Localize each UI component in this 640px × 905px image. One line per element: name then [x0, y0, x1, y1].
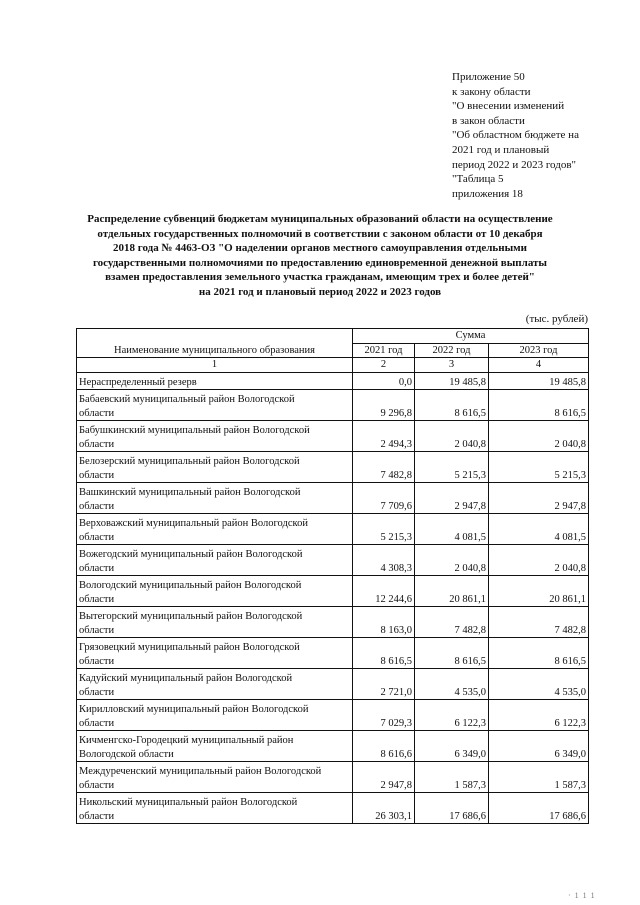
- amount-2021: 2 947,8: [353, 762, 415, 793]
- amount-2023: 2 040,8: [489, 421, 589, 452]
- title-line: на 2021 год и плановый период 2022 и 2023 годов: [198, 285, 442, 298]
- municipality-name-line: Белозерский муниципальный район Вологодской: [79, 456, 300, 467]
- amount-2022: 4 081,5: [415, 514, 489, 545]
- municipality-name: [77, 452, 353, 483]
- header-year: 2023 год: [489, 343, 589, 358]
- amount-2021: 8 616,6: [353, 731, 415, 762]
- header-colnum: 2: [353, 358, 415, 373]
- municipality-name-line: области: [79, 531, 115, 543]
- header-colnum: 4: [489, 358, 589, 373]
- municipality-name-line: области: [79, 717, 115, 729]
- title-line: Распределение субвенций бюджетам муниципальных образований области на осуществление: [87, 213, 553, 225]
- amount-2021: 8 163,0: [353, 607, 415, 638]
- document-title: [70, 212, 570, 299]
- table-row: [77, 669, 589, 700]
- amount-2022: 1 587,3: [415, 762, 489, 793]
- amount-2021: 4 308,3: [353, 545, 415, 576]
- header-year: 2022 год: [415, 343, 489, 358]
- amount-2023: 7 482,8: [489, 607, 589, 638]
- appendix-note: [452, 70, 579, 201]
- amount-2023: 19 485,8: [489, 372, 589, 390]
- title-line: государственными полномочиями по предоставлению единовременной денежной выплаты: [92, 256, 548, 269]
- title-line: отдельных государственных полномочий в соответствии с законом области от 10 декабря: [97, 227, 543, 240]
- municipality-name-line: Кирилловский муниципальный район Вологодской: [79, 704, 309, 715]
- amount-2021: 2 721,0: [353, 669, 415, 700]
- table-row: [77, 762, 589, 793]
- amount-2022: 6 349,0: [415, 731, 489, 762]
- municipality-name-line: области: [79, 686, 115, 698]
- amount-2021: 7 709,6: [353, 483, 415, 514]
- amount-2022: 4 535,0: [415, 669, 489, 700]
- table-row: [77, 372, 589, 390]
- municipality-name-line: Вожегодский муниципальный район Вологодской: [79, 549, 303, 560]
- amount-2022: 7 482,8: [415, 607, 489, 638]
- municipality-name-line: области: [79, 407, 115, 419]
- header-name: Наименование муниципального образования: [77, 329, 353, 358]
- table-row: [77, 638, 589, 669]
- amount-2023: 6 349,0: [489, 731, 589, 762]
- municipality-name-line: Бабаевский муниципальный район Вологодской: [79, 394, 295, 405]
- amount-2021: 9 296,8: [353, 390, 415, 421]
- municipality-name: [77, 421, 353, 452]
- municipality-name-line: области: [79, 779, 115, 791]
- table-row: [77, 793, 589, 824]
- appendix-line: период 2022 и 2023 годов": [452, 158, 577, 171]
- table-body: [77, 372, 589, 824]
- municipality-name: [77, 514, 353, 545]
- amount-2023: 2 040,8: [489, 545, 589, 576]
- municipality-name-line: Кадуйский муниципальный район Вологодской: [79, 673, 293, 684]
- amount-2023: 20 861,1: [489, 576, 589, 607]
- amount-2023: 6 122,3: [489, 700, 589, 731]
- municipality-name-line: Междуреченский муниципальный район Вологодской: [79, 766, 322, 777]
- municipality-name-line: области: [79, 624, 115, 636]
- amount-2022: 19 485,8: [415, 372, 489, 390]
- municipality-name-line: Вытегорский муниципальный район Вологодской: [79, 611, 303, 622]
- table-row: [77, 390, 589, 421]
- table-row: [77, 700, 589, 731]
- municipality-name-line: области: [79, 469, 115, 481]
- table-header-row: [77, 329, 589, 344]
- amount-2023: 17 686,6: [489, 793, 589, 824]
- municipality-name-line: Вологодской области: [79, 748, 174, 760]
- title-line: 2018 года № 4463-ОЗ "О наделении органов местного самоуправления отдельными: [113, 242, 527, 254]
- amount-2021: 12 244,6: [353, 576, 415, 607]
- table-row: [77, 607, 589, 638]
- page-number: · 1 1 1: [568, 891, 596, 900]
- table-row: [77, 421, 589, 452]
- appendix-line: "Об областном бюджете на: [452, 129, 579, 142]
- amount-2022: 17 686,6: [415, 793, 489, 824]
- amount-2023: 5 215,3: [489, 452, 589, 483]
- subventions-table: [76, 328, 589, 824]
- units-label: (тыс. рублей): [525, 313, 588, 325]
- table-row: [77, 545, 589, 576]
- municipality-name: [77, 576, 353, 607]
- municipality-name: [77, 731, 353, 762]
- municipality-name-line: области: [79, 438, 115, 450]
- amount-2021: 5 215,3: [353, 514, 415, 545]
- title-line: взамен предоставления земельного участка гражданам, имеющим трех и более детей": [105, 271, 535, 283]
- table-row: [77, 483, 589, 514]
- municipality-name-line: области: [79, 500, 115, 512]
- table-row: [77, 576, 589, 607]
- appendix-line: приложения 18: [452, 187, 523, 200]
- municipality-name: [77, 483, 353, 514]
- municipality-name-line: Нераспределенный резерв: [79, 376, 197, 388]
- amount-2021: 8 616,5: [353, 638, 415, 669]
- amount-2021: 2 494,3: [353, 421, 415, 452]
- appendix-line: "Таблица 5: [452, 173, 504, 186]
- amount-2021: 7 029,3: [353, 700, 415, 731]
- amount-2022: 20 861,1: [415, 576, 489, 607]
- municipality-name-line: области: [79, 562, 115, 574]
- amount-2023: 8 616,5: [489, 638, 589, 669]
- municipality-name: [77, 390, 353, 421]
- header-sum: Сумма: [353, 329, 589, 344]
- amount-2022: 6 122,3: [415, 700, 489, 731]
- municipality-name: [77, 545, 353, 576]
- amount-2023: 4 535,0: [489, 669, 589, 700]
- appendix-line: в закон области: [452, 114, 525, 127]
- municipality-name-line: Грязовецкий муниципальный район Вологодской: [79, 642, 300, 653]
- amount-2021: 26 303,1: [353, 793, 415, 824]
- appendix-line: к закону области: [452, 85, 531, 98]
- municipality-name: [77, 607, 353, 638]
- amount-2022: 5 215,3: [415, 452, 489, 483]
- amount-2022: 8 616,5: [415, 638, 489, 669]
- appendix-line: "О внесении изменений: [452, 100, 565, 113]
- municipality-name-line: Кичменгско-Городецкий муниципальный район: [79, 735, 294, 746]
- table-row: [77, 514, 589, 545]
- municipality-name: [77, 669, 353, 700]
- municipality-name-line: Бабушкинский муниципальный район Вологодской: [79, 425, 310, 436]
- amount-2022: 2 040,8: [415, 545, 489, 576]
- municipality-name-line: Вологодский муниципальный район Вологодской: [79, 580, 302, 591]
- municipality-name-line: Никольский муниципальный район Вологодской: [79, 797, 298, 808]
- municipality-name: [77, 793, 353, 824]
- municipality-name: [77, 762, 353, 793]
- municipality-name-line: области: [79, 593, 115, 605]
- municipality-name: [77, 638, 353, 669]
- appendix-line: Приложение 50: [452, 71, 525, 83]
- amount-2022: 2 040,8: [415, 421, 489, 452]
- amount-2021: 7 482,8: [353, 452, 415, 483]
- table-colnum-row: [77, 358, 589, 373]
- header-colnum: 3: [415, 358, 489, 373]
- municipality-name-line: области: [79, 655, 115, 667]
- table-row: [77, 731, 589, 762]
- municipality-name: [77, 700, 353, 731]
- amount-2021: 0,0: [353, 372, 415, 390]
- appendix-line: 2021 год и плановый: [452, 143, 550, 156]
- amount-2023: 4 081,5: [489, 514, 589, 545]
- amount-2022: 8 616,5: [415, 390, 489, 421]
- header-colnum: 1: [77, 358, 353, 373]
- municipality-name-line: Вашкинский муниципальный район Вологодской: [79, 487, 301, 498]
- amount-2022: 2 947,8: [415, 483, 489, 514]
- amount-2023: 1 587,3: [489, 762, 589, 793]
- amount-2023: 8 616,5: [489, 390, 589, 421]
- amount-2023: 2 947,8: [489, 483, 589, 514]
- municipality-name-line: области: [79, 810, 115, 822]
- municipality-name-line: Верховажский муниципальный район Вологодской: [79, 518, 308, 529]
- table-row: [77, 452, 589, 483]
- municipality-name: [77, 372, 353, 390]
- header-year: 2021 год: [353, 343, 415, 358]
